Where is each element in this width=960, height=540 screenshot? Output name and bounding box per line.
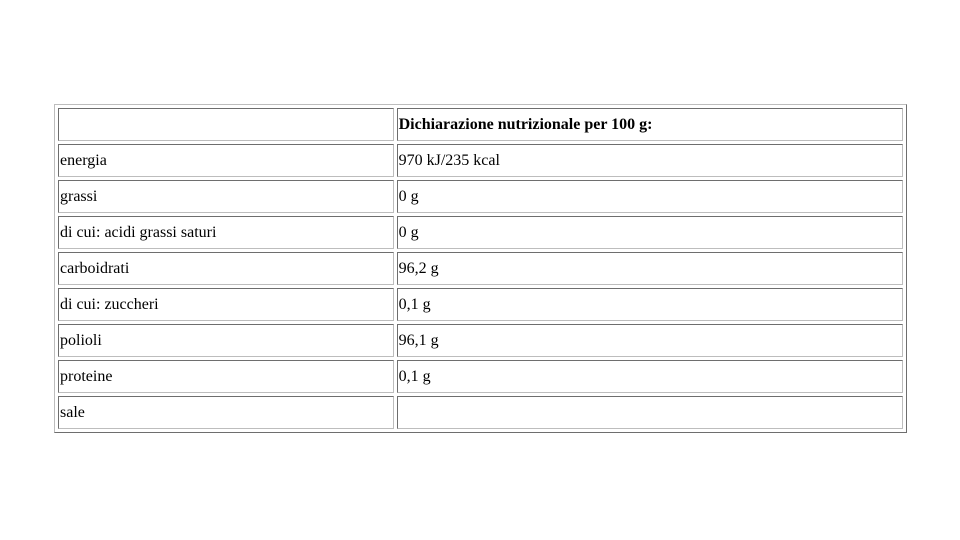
row-value-grassi: 0 g — [397, 180, 903, 213]
row-label-proteine: proteine — [58, 360, 394, 393]
table-row — [58, 144, 903, 177]
row-label-energia: energia — [58, 144, 394, 177]
row-value-carboidrati: 96,2 g — [397, 252, 903, 285]
table-row — [58, 180, 903, 213]
row-value-zuccheri: 0,1 g — [397, 288, 903, 321]
row-label-carboidrati: carboidrati — [58, 252, 394, 285]
table-row — [58, 324, 903, 357]
row-value-acidi-grassi-saturi: 0 g — [397, 216, 903, 249]
row-value-polioli: 96,1 g — [397, 324, 903, 357]
table-row — [58, 252, 903, 285]
table-row — [58, 360, 903, 393]
table-row — [58, 288, 903, 321]
row-label-grassi: grassi — [58, 180, 394, 213]
row-value-proteine: 0,1 g — [397, 360, 903, 393]
row-label-zuccheri: di cui: zuccheri — [58, 288, 394, 321]
table-row — [58, 216, 903, 249]
row-value-sale — [397, 396, 903, 429]
table-row — [58, 396, 903, 429]
header-label-cell — [58, 108, 394, 141]
header-value-cell: Dichiarazione nutrizionale per 100 g: — [397, 108, 903, 141]
row-label-acidi-grassi-saturi: di cui: acidi grassi saturi — [58, 216, 394, 249]
row-label-polioli: polioli — [58, 324, 394, 357]
table-header-row — [58, 108, 903, 141]
row-label-sale: sale — [58, 396, 394, 429]
nutrition-table — [54, 104, 907, 433]
row-value-energia: 970 kJ/235 kcal — [397, 144, 903, 177]
